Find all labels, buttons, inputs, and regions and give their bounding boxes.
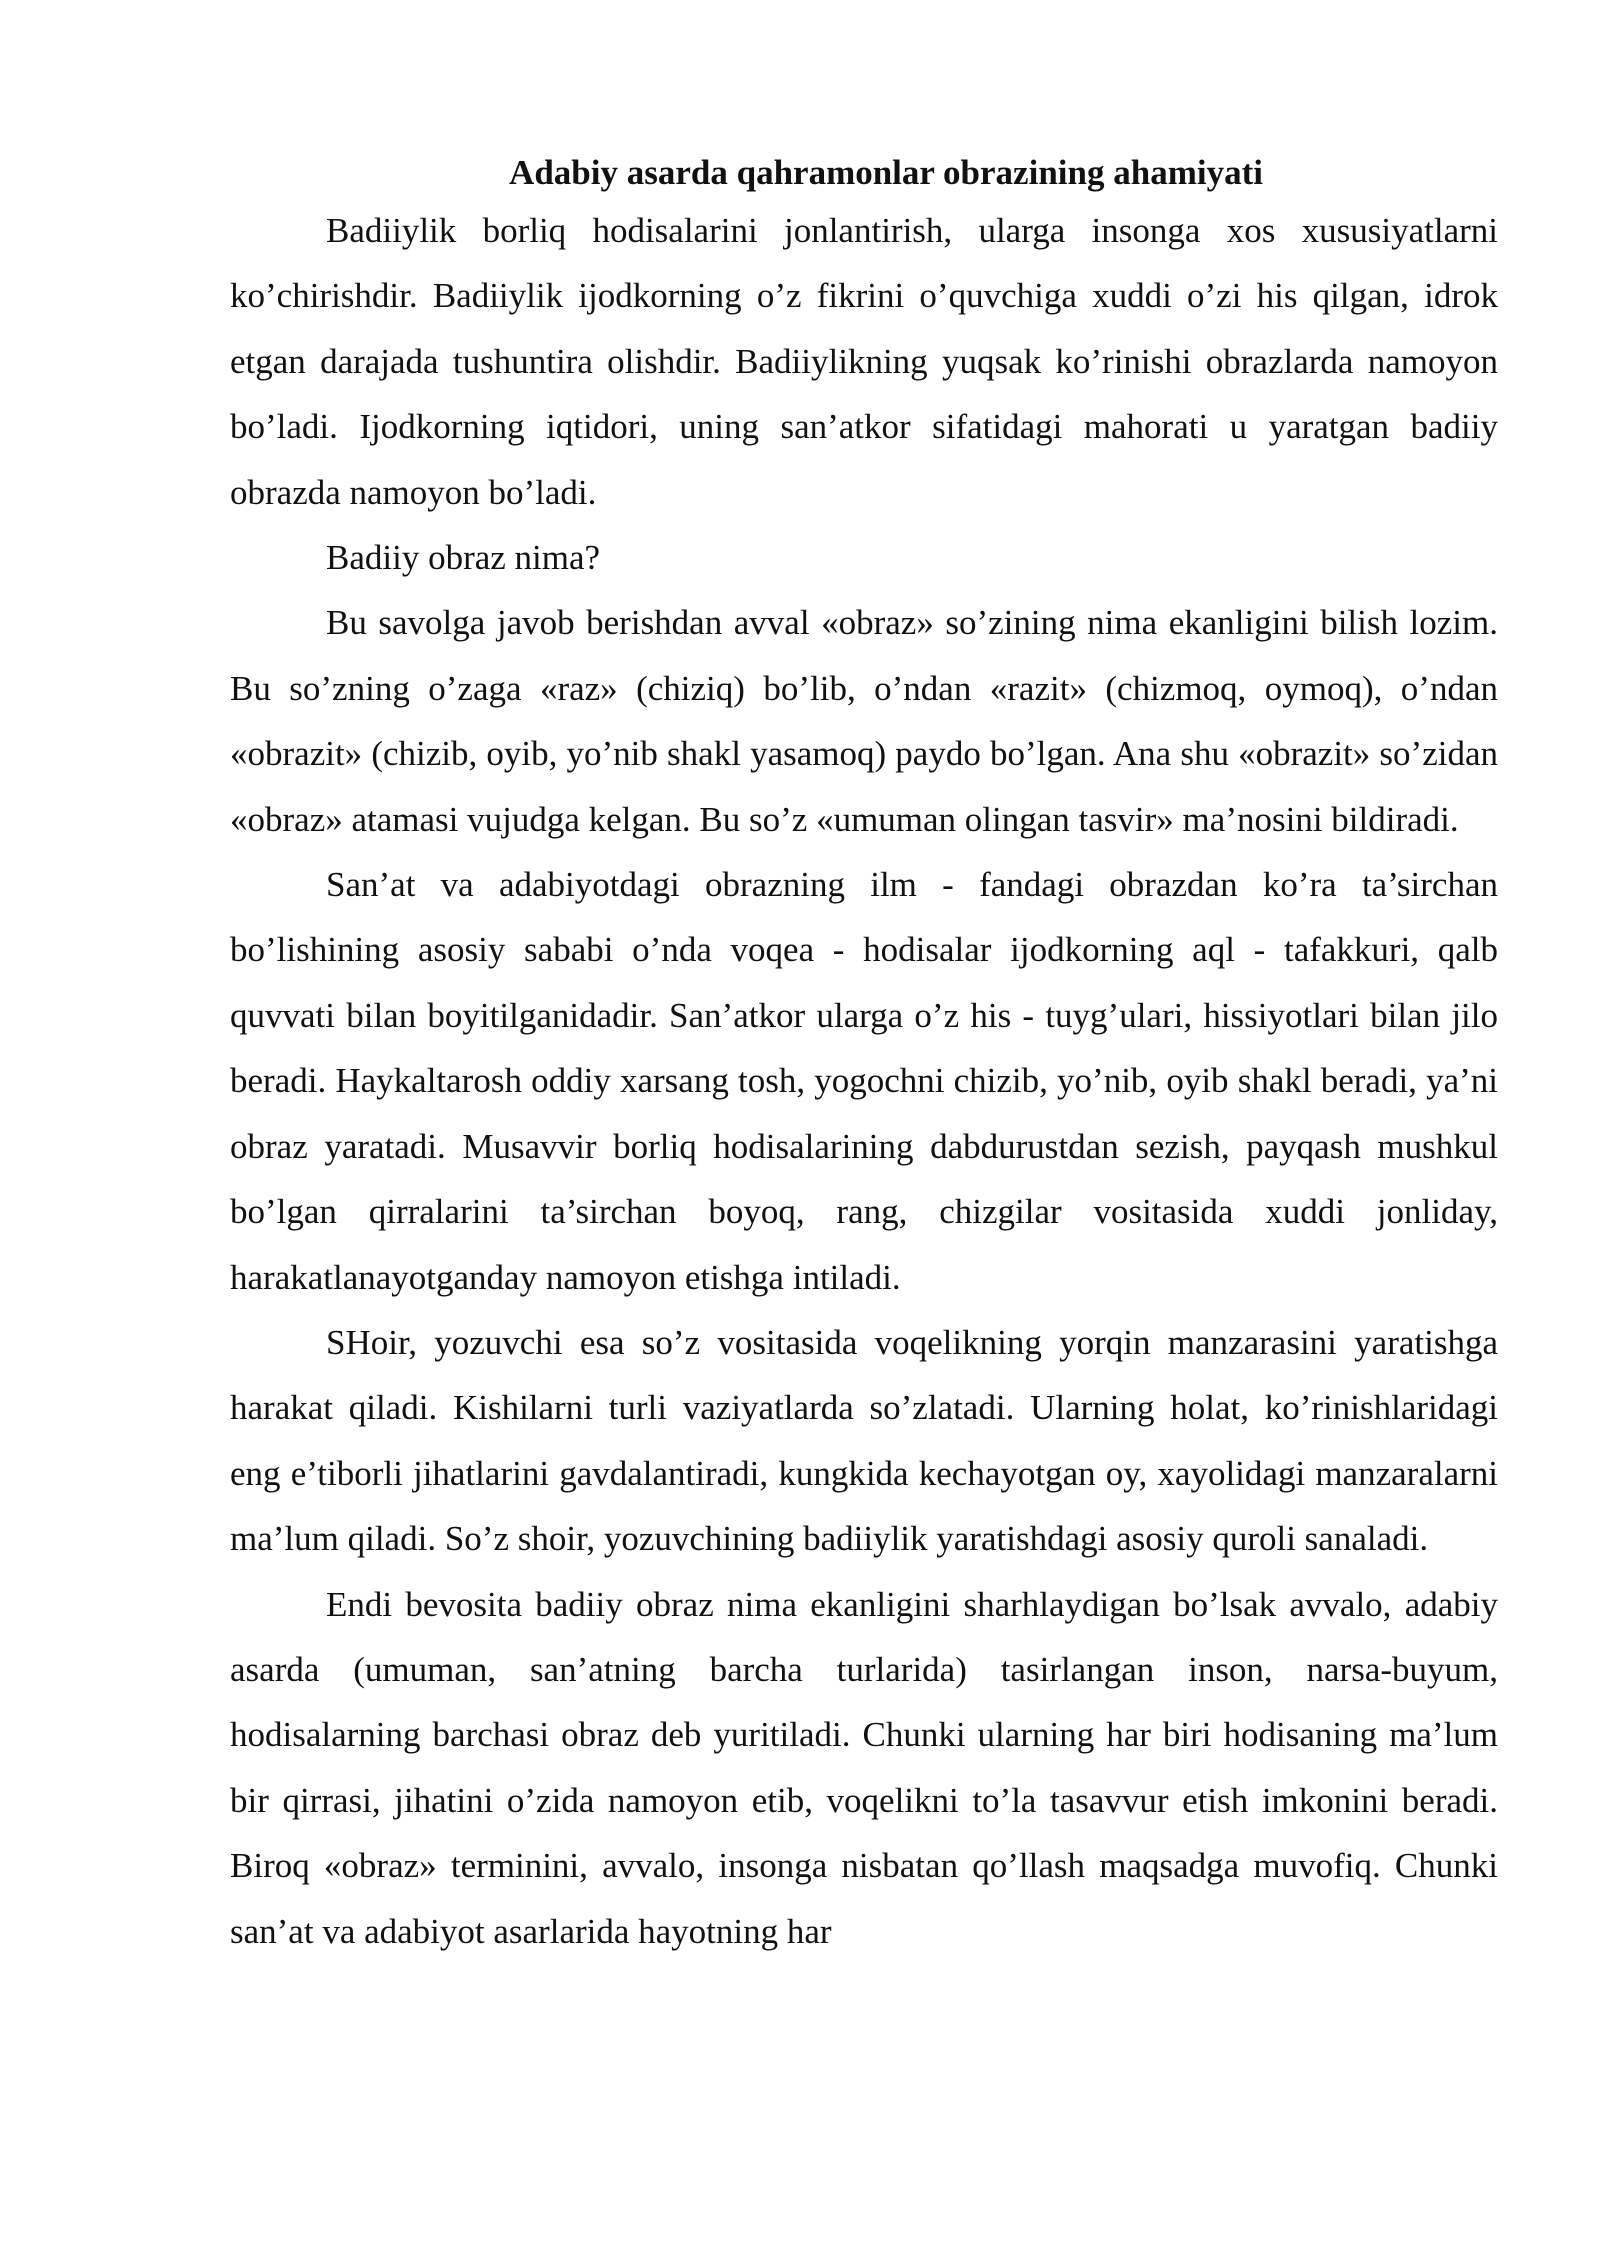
paragraph-obraz-etymology: Bu savolga javob berishdan avval «obraz» so’zining nima ekanligini bilish lozim. Bu so’zning o’zaga «raz» (chiziq) bo’lib, o’ndan «razit» (chizmoq, oymoq), o’ndan «obrazit» (chizib, oyib, yo’nib shakl yasamoq) paydo bo’lgan. Ana shu «obrazit» so’zidan «obraz» atamasi vujudga kelgan. Bu so’z «umuman olingan tasvir» ma’nosini bildiradi. (230, 603, 1498, 839)
document-title: Adabiy asarda qahramonlar obrazining ahamiyati (509, 153, 1263, 192)
paragraph-poet-writer: SHoir, yozuvchi esa so’z vositasida voqelikning yorqin manzarasini yaratishga harakat qiladi. Kishilarni turli vaziyatlarda so’zlatadi. Ularning holat, ko’rinishlaridagi eng e’tiborli jihatlarini gavdalantiradi, kungkida kechayotgan oy, xayolidagi manzaralarni ma’lum qiladi. So’z shoir, yozuvchining badiiylik yaratishdagi asosiy quroli sanaladi. (230, 1322, 1498, 1559)
paragraph-question: Badiiy obraz nima? (326, 538, 601, 578)
paragraph-art-image: San’at va adabiyotdagi obrazning ilm - fandagi obrazdan ko’ra ta’sirchan bo’lishining asosiy sababi o’nda voqea - hodisalar ijodkorning aql - tafakkuri, qalb quvvati bilan boyitilganidadir. San’atkor ularga o’z his - tuyg’ulari, hissiyotlari bilan jilo beradi. Haykaltarosh oddiy xarsang tosh, yogochni chizib, yo’nib, oyib shakl beradi, ya’ni obraz yaratadi. Musavvir borliq hodisalarining dabdurustdan sezish, payqash mushkul bo’lgan qirralarini ta’sirchan boyoq, rang, chizgilar vositasida xuddi jonliday, harakatlanayotganday namoyon etishga intiladi. (230, 865, 1498, 1297)
document-page (230, 148, 1498, 1964)
paragraph-definition: Endi bevosita badiiy obraz nima ekanligini sharhlaydigan bo’lsak avvalo, adabiy asarda (umuman, san’atning barcha turlarida) tasirlangan inson, narsa-buyum, hodisalarning barchasi obraz deb yuritiladi. Chunki ularning har biri hodisaning ma’lum bir qirrasi, jihatini o’zida namoyon etib, voqelikni to’la tasavvur etish imkonini beradi. Biroq «obraz» terminini, avvalo, insonga nisbatan qo’llash maqsadga muvofiq. Chunki san’at va adabiyot asarlarida hayotning har (230, 1584, 1498, 1951)
paragraph-badiiylik: Badiiylik borliq hodisalarini jonlantirish, ularga insonga xos xususiyatlarni ko’chirishdir. Badiiylik ijodkorning o’z fikrini o’quvchiga xuddi o’zi his qilgan, idrok etgan darajada tushuntira olishdir. Badiiylikning yuqsak ko’rinishi obrazlarda namoyon bo’ladi. Ijodkorning iqtidori, uning san’atkor sifatidagi mahorati u yaratgan badiiy obrazda namoyon bo’ladi. (230, 211, 1498, 512)
